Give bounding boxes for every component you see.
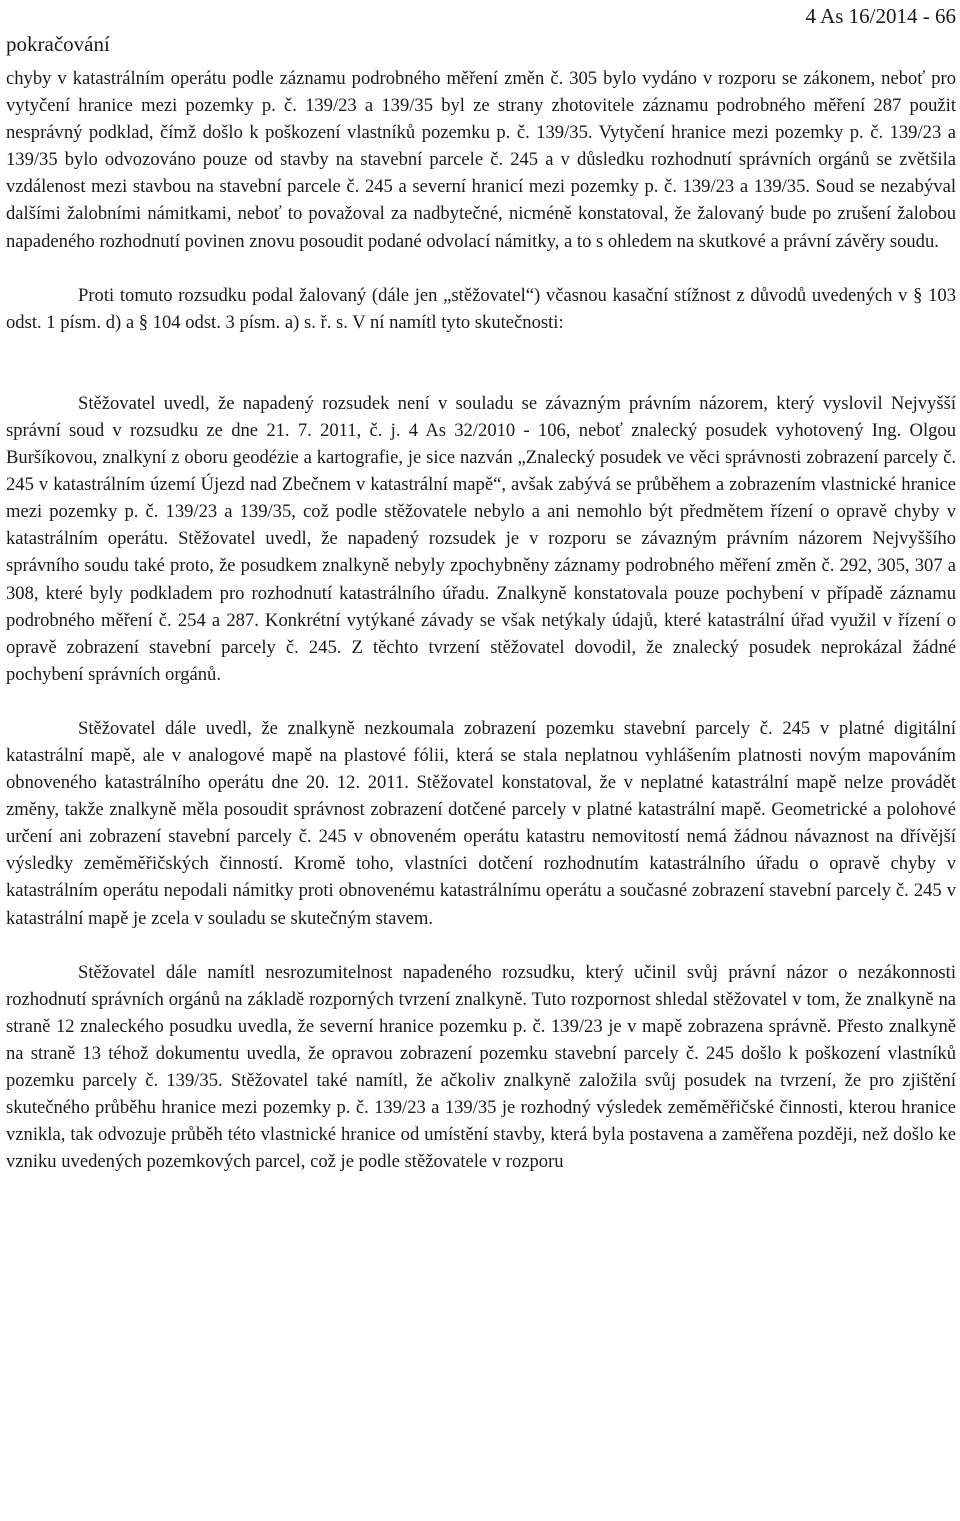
page-header (6, 0, 956, 58)
paragraph-5: Stěžovatel dále namítl nesrozumitelnost napadeného rozsudku, který učinil svůj právní názor o nezákonnosti rozhodnutí správních orgánů na základě rozporných tvrzení znalkyně. Tuto rozpornost shledal stěžovatel v tom, že znalkyně na straně 12 znaleckého posudku uvedla, že severní hranice pozemku p. č. 139/23 je v mapě zobrazena správně. Přesto znalkyně na straně 13 téhož dokumentu uvedla, že opravou zobrazení pozemku stavební parcely č. 245 došlo k poškození vlastníků pozemku parcely č. 139/35. Stěžovatel také namítl, že ačkoliv znalkyně založila svůj posudek na tvrzení, že pro zjištění skutečného průběhu hranice mezi pozemky p. č. 139/23 a 139/35 je rozhodný výsledek zeměměřičské činnosti, kterou hranice vznikla, tak odvozuje průběh této vlastnické hranice od umístění stavby, která byla postavena a zaměřena později, než došlo ke vzniku uvedených pozemkových parcel, což je podle stěžovatele v rozporu (6, 961, 956, 1173)
paragraph-3: Stěžovatel uvedl, že napadený rozsudek není v souladu se závazným právním názorem, který vyslovil Nejvyšší správní soud v rozsudku ze dne 21. 7. 2011, č. j. 4 As 32/2010 - 106, neboť znalecký posudek vyhotovený Ing. Olgou Buršíkovou, znalkyní z oboru geodézie a kartografie, je sice nazván „Znalecký posudek ve věci správnosti zobrazení parcely č. 245 v katastrálním území Újezd nad Zbečnem v katastrální mapě“, avšak zabývá se průběhem a zobrazením vlastnické hranice mezi pozemky p. č. 139/23 a 139/35, což podle stěžovatele nebylo a ani nemohlo být předmětem řízení o opravě chyby v katastrálním operátu. Stěžovatel uvedl, že napadený rozsudek je v rozporu se závazným právním názorem Nejvyššího správního soudu také proto, že posudkem znalkyně nebyly zpochybněny záznamy podrobného měření změn č. 292, 305, 307 a 308, které byly podkladem pro rozhodnutí katastrálního úřadu. Znalkyně konstatovala pouze pochybení v případě záznamu podrobného měření č. 254 a 287. Konkrétní vytýkané závady se však netýkaly údajů, které katastrální úřad využil v řízení o opravě zobrazení stavební parcely č. 245. Z těchto tvrzení stěžovatel dovodil, že znalecký posudek neprokázal žádné pochybení správních orgánů. (6, 392, 956, 685)
document-page (6, 0, 956, 1521)
continuation-label: pokračování (6, 32, 110, 56)
paragraph-2: Proti tomuto rozsudku podal žalovaný (dále jen „stěžovatel“) včasnou kasační stížnost z důvodů uvedených v § 103 odst. 1 písm. d) a § 104 odst. 3 písm. a) s. ř. s. V ní namítl tyto skutečnosti: (6, 284, 956, 333)
paragraph-4: Stěžovatel dále uvedl, že znalkyně nezkoumala zobrazení pozemku stavební parcely č. 245 v platné digitální katastrální mapě, ale v analogové mapě na plastové fólii, která se stala neplatnou vyhlášením platnosti novým mapováním obnoveného katastrálního operátu dne 20. 12. 2011. Stěžovatel konstatoval, že v neplatné katastrální mapě nelze provádět změny, takže znalkyně měla posoudit správnost zobrazení dotčené parcely v platné katastrální mapě. Geometrické a polohové určení ani zobrazení stavební parcely č. 245 v obnoveném operátu katastru nemovitostí nemá žádnou návaznost na dřívější výsledky zeměměřičských činností. Kromě toho, vlastníci dotčení rozhodnutím katastrálního úřadu o opravě chyby v katastrálním operátu nepodali námitky proti obnovenému katastrálnímu operátu a současné zobrazení stavební parcely č. 245 v katastrální mapě je zcela v souladu se skutečným stavem. (6, 717, 956, 929)
case-number: 4 As 16/2014 - 66 (805, 4, 956, 28)
paragraph-1: chyby v katastrálním operátu podle záznamu podrobného měření změn č. 305 bylo vydáno v rozporu se zákonem, neboť pro vytyčení hranice mezi pozemky p. č. 139/23 a 139/35 byl ze strany zhotovitele záznamu podrobného měření 287 použit nesprávný podklad, čímž došlo k poškození vlastníků pozemku p. č. 139/35. Vytyčení hranice mezi pozemky p. č. 139/23 a 139/35 bylo odvozováno pouze od stavby na stavební parcele č. 245 a v důsledku rozhodnutí správních orgánů se zvětšila vzdálenost mezi stavbou na stavební parcele č. 245 a severní hranicí mezi pozemky p. č. 139/23 a 139/35. Soud se nezabýval dalšími žalobními námitkami, neboť to považoval za nadbytečné, nicméně konstatoval, že žalovaný bude po zrušení žalobou napadeného rozhodnutí povinen znovu posoudit podané odvolací námitky, a to s ohledem na skutkové a právní závěry soudu. (6, 68, 956, 252)
